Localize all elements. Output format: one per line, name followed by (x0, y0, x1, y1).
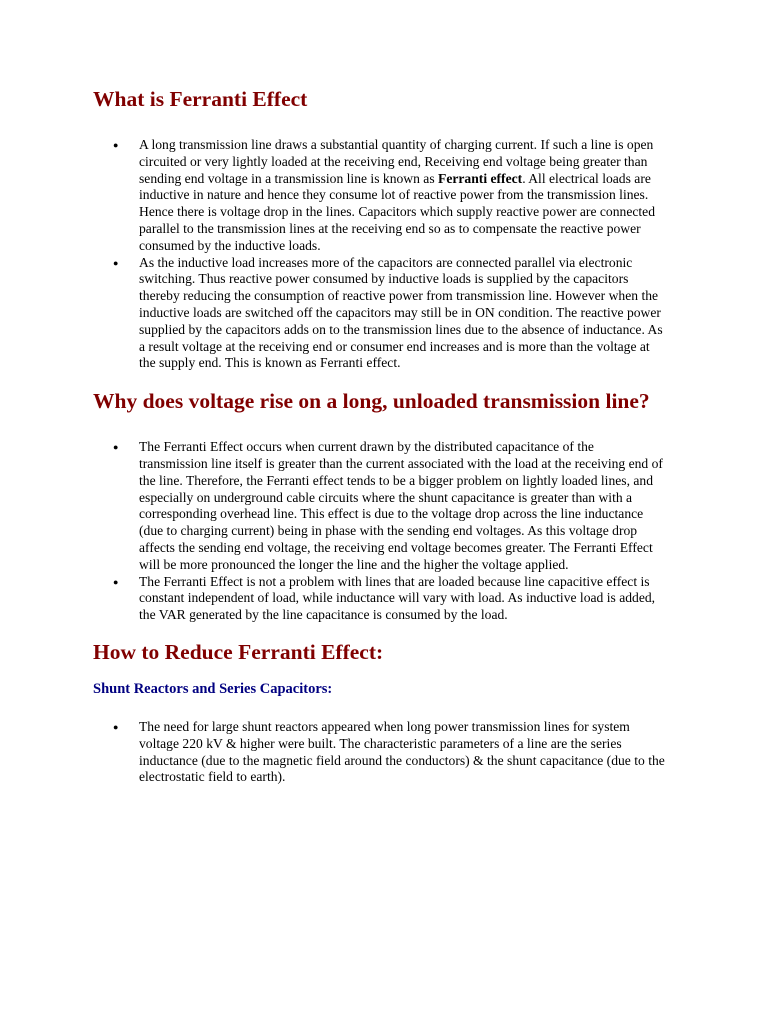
bullet-list (93, 439, 665, 624)
section-subheading: Shunt Reactors and Series Capacitors: (93, 680, 333, 697)
paragraph-text: The need for large shunt reactors appeared when long power transmission lines for system voltage 220 kV & higher were built. The characteristic parameters of a line are the series inductance (due to the magnetic field around the conductors) & the shunt capacitance (due to the electrostatic field to earth). (139, 718, 665, 785)
section-heading: Why does voltage rise on a long, unloaded transmission line? (93, 389, 650, 414)
paragraph-text: As the inductive load increases more of the capacitors are connected parallel via electronic switching. Thus reactive power consumed by inductive loads is supplied by the capacitors thereby reducing the consumption of reactive power from transmission line. However when the inductive loads are switched off the capacitors may still be in ON condition. The reactive power supplied by the capacitors adds on to the transmission lines due to the absence of inductance. As a result voltage at the receiving end or consumer end increases and is more than the voltage at the supply end. This is known as Ferranti effect. (139, 254, 663, 371)
bullet-list (93, 137, 665, 372)
list-item (93, 719, 665, 786)
bullet-icon: ● (113, 442, 119, 453)
list-item (93, 574, 665, 624)
paragraph-text: The Ferranti Effect occurs when current drawn by the distributed capacitance of the transmission line itself is greater than the current associated with the load at the receiving end of the line. Therefore, the Ferranti effect tends to be a bigger problem on lightly loaded lines, and especially on underground cable circuits where the shunt capacitance is greater than with a corresponding overhead line. This effect is due to the voltage drop across the line inductance (due to charging current) being in phase with the sending end voltages. As this voltage drop affects the sending end voltage, the receiving end voltage becomes greater. The Ferranti Effect will be more pronounced the longer the line and the higher the voltage applied. (139, 439, 663, 572)
document-page (93, 86, 665, 786)
paragraph-text: The Ferranti Effect is not a problem with lines that are loaded because line capacitive effect is constant independent of load, while inductance will vary with load. As inductive load is added, the VAR generated by the line capacitance is consumed by the load. (139, 573, 656, 623)
list-item (93, 137, 665, 255)
bullet-icon: ● (113, 721, 119, 732)
bullet-list (93, 719, 665, 786)
bullet-icon: ● (113, 140, 119, 150)
section-heading: What is Ferranti Effect (93, 87, 308, 111)
paragraph-text (139, 137, 655, 253)
section-heading: How to Reduce Ferranti Effect: (93, 639, 384, 664)
bold-term: Ferranti effect (438, 170, 523, 186)
list-item (93, 255, 665, 373)
bullet-icon: ● (113, 576, 119, 587)
list-item (93, 439, 665, 573)
bullet-icon: ● (113, 257, 119, 268)
text-segment: . All electrical loads are inductive in nature and hence they consume lot of reactive power from the transmission lines. Hence there is voltage drop in the lines. Capacitors which supply reactive power are connected parallel to the transmission lines at the receiving end so as to compensate the reactive power consumed by the inductive loads. (139, 170, 655, 253)
text-segment: A long transmission line draws a substantial quantity of charging current. If such a line is open circuited or very lightly loaded at the receiving end, Receiving end voltage being greater than sending end voltage in a transmission line is known as (139, 137, 654, 186)
